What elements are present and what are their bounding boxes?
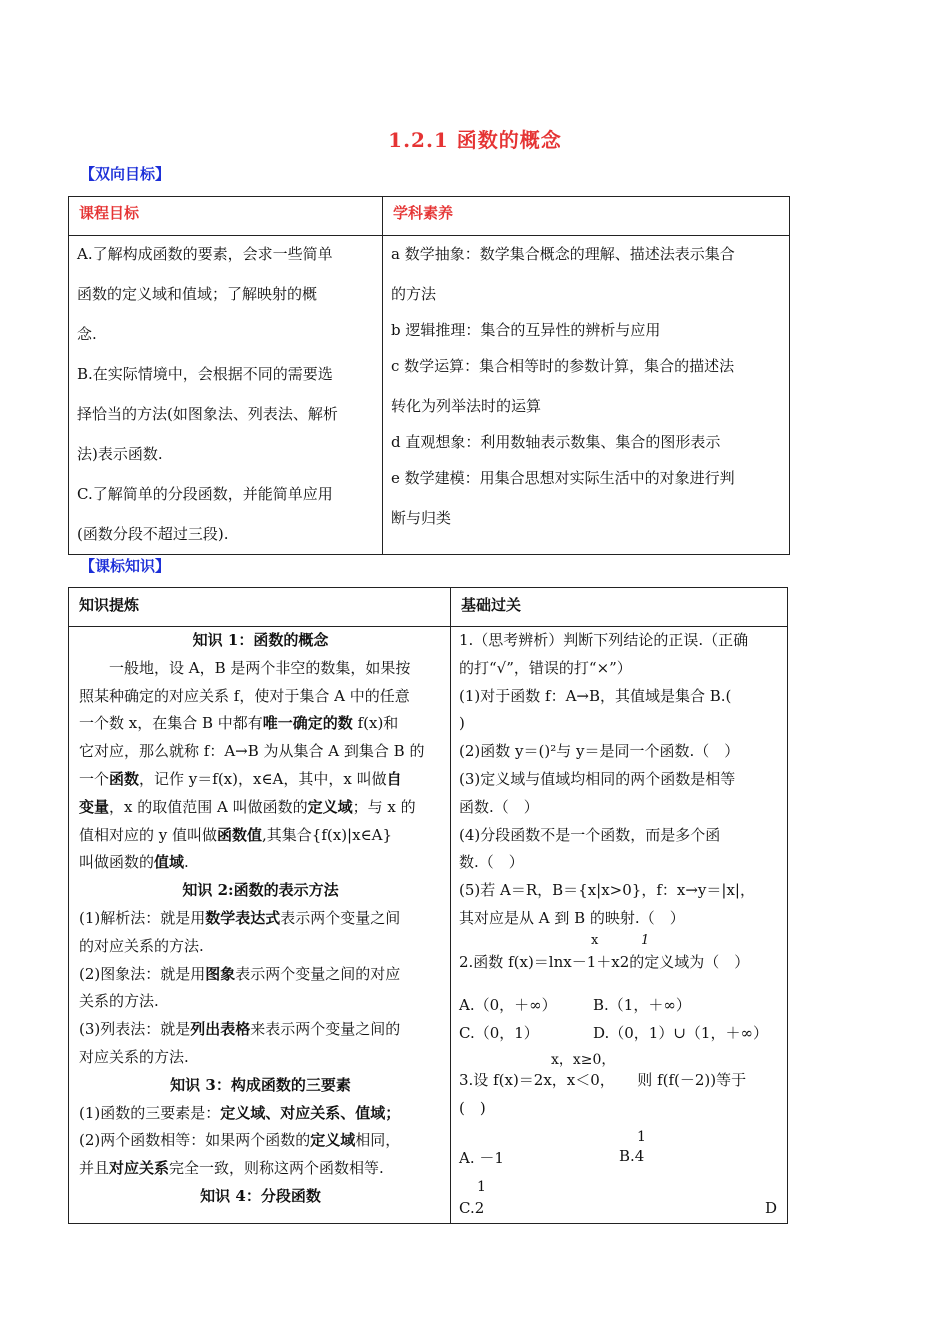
literacy-line: e 数学建模：用集合思想对实际生活中的对象进行判 xyxy=(391,469,735,487)
knowledge-text: 叫做函数的值域. xyxy=(79,853,189,872)
literacy-line: b 逻辑推理：集合的互异性的辨析与应用 xyxy=(391,321,661,339)
option-d: D.（0，1）∪（1，＋∞） xyxy=(593,1023,768,1042)
knowledge-text: (2)两个函数相等：如果两个函数的定义域相同， xyxy=(79,1131,401,1150)
option-d: D xyxy=(764,1198,777,1217)
goal-line: B.在实际情境中，会根据不同的需要选 xyxy=(77,365,333,383)
exercise-text: 函数.（ ） xyxy=(459,797,539,816)
option-a: A.（0，＋∞） xyxy=(459,995,557,1014)
exercises-cell xyxy=(451,627,788,1224)
literacy-cell xyxy=(383,236,790,555)
exercise-text: 数.（ ） xyxy=(459,853,524,872)
exercise-text: (1)对于函数 f：A→B，其值域是集合 B.( xyxy=(459,686,732,705)
exercise-text: 其对应是从 A 到 B 的映射.（ ） xyxy=(459,908,685,927)
exercise-text: (5)若 A＝R，B＝{x|x>0}，f：x→y＝|x|， xyxy=(459,881,755,900)
exercise-text: (4)分段函数不是一个函数，而是多个函 xyxy=(459,825,721,844)
exercise-text: 1.（思考辨析）判断下列结论的正误.（正确 xyxy=(459,631,749,649)
goal-line: 法)表示函数. xyxy=(77,445,163,463)
option-c: C.（0，1） xyxy=(459,1023,539,1042)
goal-line: 念. xyxy=(77,325,97,343)
goal-line: (函数分段不超过三段). xyxy=(77,525,229,543)
literacy-line: 的方法 xyxy=(391,285,437,303)
exercise-2-options-row1 xyxy=(459,991,781,1019)
goal-line: A.了解构成函数的要素，会求一些简单 xyxy=(77,245,333,263)
exercise-text: (3)定义域与值域均相同的两个函数是相等 xyxy=(459,769,736,788)
knowledge-text: (2)图象法：就是用图象表示两个变量之间的对应 xyxy=(79,964,401,983)
knowledge-text: (3)列表法：就是列出表格来表示两个变量之间的 xyxy=(79,1020,401,1039)
knowledge-text: 的对应关系的方法. xyxy=(79,936,204,955)
knowledge-4-title: 知识 4：分段函数 xyxy=(200,1186,321,1205)
exercise-text: (2)函数 y＝()²与 y＝是同一个函数.（ ） xyxy=(459,742,740,761)
knowledge-1-title: 知识 1：函数的概念 xyxy=(192,631,329,649)
option-b: B.（1，＋∞） xyxy=(593,995,691,1014)
literacy-line: 断与归类 xyxy=(391,509,452,527)
goal-line: C.了解简单的分段函数，并能简单应用 xyxy=(77,485,333,503)
literacy-line: c 数学运算：集合相等时的参数计算，集合的描述法 xyxy=(391,357,735,375)
goals-col2-header: 学科素养 xyxy=(383,197,790,236)
exercise-2-options-row2 xyxy=(459,1019,781,1047)
knowledge-col2-header: 基础过关 xyxy=(451,588,788,627)
goals-col1-header: 课程目标 xyxy=(69,197,383,236)
knowledge-table xyxy=(68,587,788,1224)
knowledge-text: 一个函数，记作 y＝f(x)，x∈A，其中，x 叫做自 xyxy=(79,769,402,788)
course-goals-cell xyxy=(69,236,383,555)
knowledge-text: 变量，x 的取值范围 A 叫做函数的定义域；与 x 的 xyxy=(79,797,416,816)
page-title: 1.2.1 函数的概念 xyxy=(388,128,562,152)
exercise-3-options-row2 xyxy=(459,1173,781,1223)
exercise-2-stem: 2.函数 f(x)＝lnx－1＋x2的定义域为（ ） xyxy=(459,952,750,971)
exercise-text: 的打“√”，错误的打“×”） xyxy=(459,658,632,677)
knowledge-text: (1)解析法：就是用数学表达式表示两个变量之间 xyxy=(79,908,401,927)
knowledge-text: 照某种确定的对应关系 f，使对于集合 A 中的任意 xyxy=(79,686,410,705)
knowledge-text: 一个数 x，在集合 B 中都有唯一确定的数 f(x)和 xyxy=(79,714,399,733)
exercise-2-superscript-1: 1 xyxy=(641,932,650,948)
knowledge-cell xyxy=(69,627,451,1224)
knowledge-col1-header: 知识提炼 xyxy=(69,588,451,627)
knowledge-text: 它对应，那么就称 f：A→B 为从集合 A 到集合 B 的 xyxy=(79,742,425,761)
knowledge-text: 并且对应关系完全一致，则称这两个函数相等. xyxy=(79,1159,384,1178)
literacy-line: 转化为列举法时的运算 xyxy=(391,397,542,415)
option-b-numerator: 1 xyxy=(637,1128,646,1145)
knowledge-3-title: 知识 3：构成函数的三要素 xyxy=(170,1075,351,1094)
exercise-2-superscript-x: x xyxy=(591,932,599,948)
option-c-numerator: 1 xyxy=(477,1178,486,1195)
literacy-line: d 直观想象：利用数轴表示数集、集合的图形表示 xyxy=(391,433,721,451)
option-a: A. －1 xyxy=(459,1148,504,1167)
exercise-2 xyxy=(459,933,781,991)
exercise-3 xyxy=(459,1047,781,1095)
knowledge-text: 一般地，设 A，B 是两个非空的数集，如果按 xyxy=(109,658,411,677)
exercise-3-piecewise-top: x，x≥0， xyxy=(551,1051,616,1068)
exercise-text: ( ) xyxy=(459,1098,486,1117)
exercise-3-options-row1 xyxy=(459,1123,781,1173)
literacy-line: a 数学抽象：数学集合概念的理解、描述法表示集合 xyxy=(391,245,735,263)
option-b: B.4 xyxy=(619,1146,645,1165)
exercise-3-stem: 3.设 f(x)＝2x，x＜0， 则 f(f(－2))等于 xyxy=(459,1070,747,1089)
goal-line: 择恰当的方法(如图象法、列表法、解析 xyxy=(77,405,338,423)
section-heading-knowledge: 【课标知识】 xyxy=(80,557,171,575)
exercise-text: ) xyxy=(459,714,465,733)
goals-table xyxy=(68,196,790,555)
goal-line: 函数的定义域和值域；了解映射的概 xyxy=(77,285,318,303)
knowledge-text: 对应关系的方法. xyxy=(79,1047,189,1066)
option-c: C.2 xyxy=(459,1198,485,1217)
knowledge-text: (1)函数的三要素是：定义域、对应关系、值域； xyxy=(79,1103,401,1122)
knowledge-text: 值相对应的 y 值叫做函数值,其集合{f(x)|x∈A} xyxy=(79,825,393,844)
knowledge-text: 关系的方法. xyxy=(79,992,159,1011)
section-heading-goals: 【双向目标】 xyxy=(80,165,171,183)
knowledge-2-title: 知识 2:函数的表示方法 xyxy=(182,881,339,900)
